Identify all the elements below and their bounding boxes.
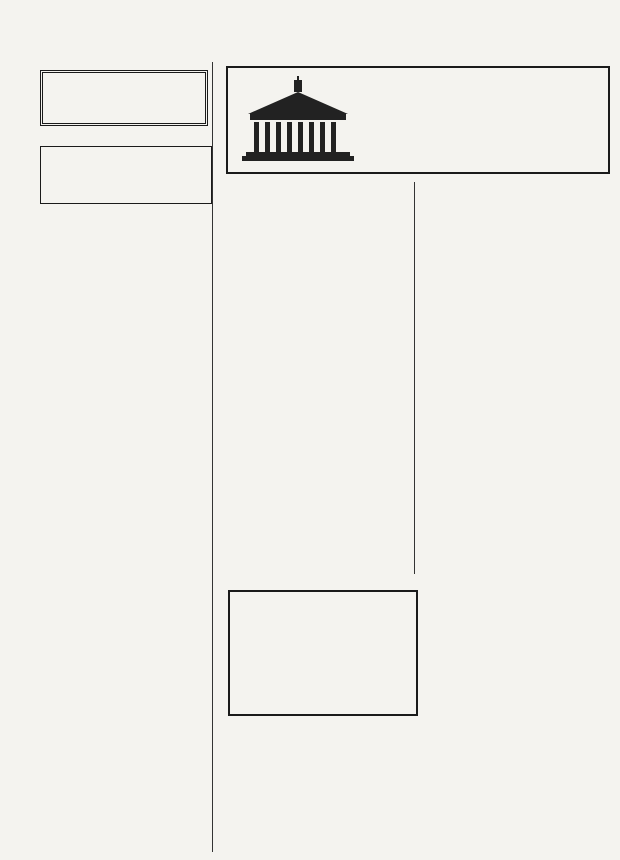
- bolsa-banner: [226, 66, 610, 174]
- table-divider: [414, 182, 415, 574]
- oposiciones-advert: [228, 590, 418, 716]
- jornada-column: [40, 70, 220, 850]
- quotes-column-left: [226, 182, 412, 185]
- column-divider: [212, 62, 213, 852]
- stock-exchange-building-illustration: [238, 74, 358, 166]
- sintesis-box: [40, 146, 212, 204]
- local-comercial-advert: [228, 720, 418, 850]
- jornada-title-box: [40, 70, 208, 126]
